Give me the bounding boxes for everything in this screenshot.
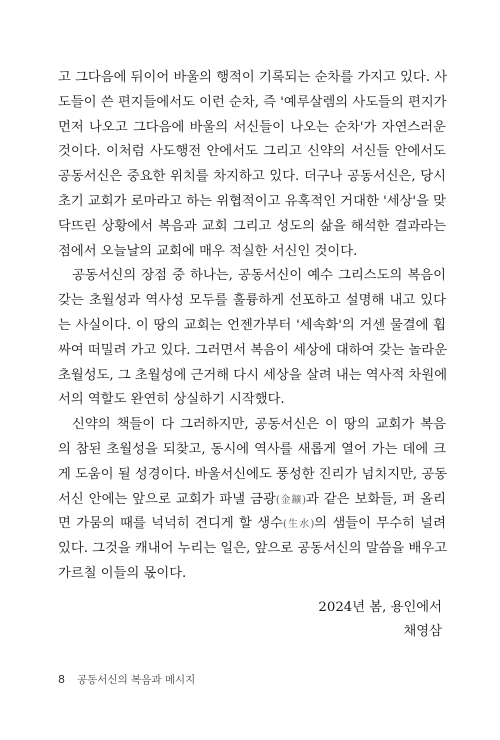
text-line: 점에서 오늘날의 교회에 매우 적실한 서신인 것이다. [58,243,358,259]
text-segment: 의 샘들이 무수히 널려 [314,516,446,532]
hanja-annotation: (生水) [282,519,315,531]
text-line: 신약의 책들이 다 그러하지만, 공동서신은 이 땅의 교회가 복음 [72,417,446,433]
text-line: 싸여 떠밀려 가고 있다. 그러면서 복음이 세상에 대하여 갖는 놀라운 [58,342,448,358]
text-line: 고 그다음에 뒤이어 바울의 행적이 기록되는 순차를 가지고 있다. 사 [58,70,448,85]
text-line: 먼저 나오고 그다음에 바울의 서신들이 나오는 순차'가 자연스러운 [58,119,446,135]
signature-date: 2024년 봄, 용인에서 [318,600,442,615]
text-segment: 면 가뭄의 때를 넉넉히 견디게 할 생수 [58,516,283,532]
text-line: 는 사실이다. 이 땅의 교회는 언젠가부터 '세속화'의 거센 물결에 휩 [58,317,446,333]
signature-author: 채영삼 [403,624,442,639]
text-line: 도들이 쓴 편지들에서도 이런 순차, 즉 '예루살렘의 사도들의 편지가 [58,94,447,110]
text-line: 게 도움이 될 성경이다. 바울서신에도 풍성한 진리가 넘치지만, 공동 [58,466,448,482]
text-line: 초월성도, 그 초월성에 근거해 다시 세상을 살려 내는 역사적 차원에 [58,367,448,383]
text-line: 있다. 그것을 캐내어 누리는 일은, 앞으로 공동서신의 말씀을 배우고 [58,541,448,557]
text-line: 것이다. 이처럼 사도행전 안에서도 그리고 신약의 서신들 안에서도 [58,144,446,160]
text-line: 갖는 초월성과 역사성 모두를 훌륭하게 선포하고 설명해 내고 있다 [58,293,446,309]
text-line: 공동서신의 장점 중 하나는, 공동서신이 예수 그리스도의 복음이 [72,268,446,284]
text-segment: 과 같은 보화들, 퍼 올리 [306,491,446,507]
signature-block [318,596,442,644]
text-segment: 서신 안에는 앞으로 교회가 파낼 금광 [58,491,276,507]
text-line [58,512,446,537]
text-line: 의 참된 초월성을 되찾고, 동시에 역사를 새롭게 열어 가는 데에 크 [58,441,446,457]
text-line: 공동서신은 중요한 위치를 차지하고 있다. 더구나 공동서신은, 당시 [58,169,446,185]
text-line [58,488,446,513]
text-line: 서의 역할도 완연히 상실하기 시작했다. [58,392,285,408]
text-line: 닥뜨린 상황에서 복음과 교회 그리고 성도의 삶을 해석한 결과라는 [58,218,446,234]
text-line: 가르칠 이들의 몫이다. [58,565,187,581]
hanja-annotation: (金鑛) [275,494,307,506]
page-footer [58,672,195,687]
text-line: 초기 교회가 로마라고 하는 위협적이고 유혹적인 거대한 '세상'을 맞 [58,193,446,209]
body-text [58,66,446,587]
running-title: 공동서신의 복음과 메시지 [77,674,196,686]
page-number: 8 [58,673,65,686]
